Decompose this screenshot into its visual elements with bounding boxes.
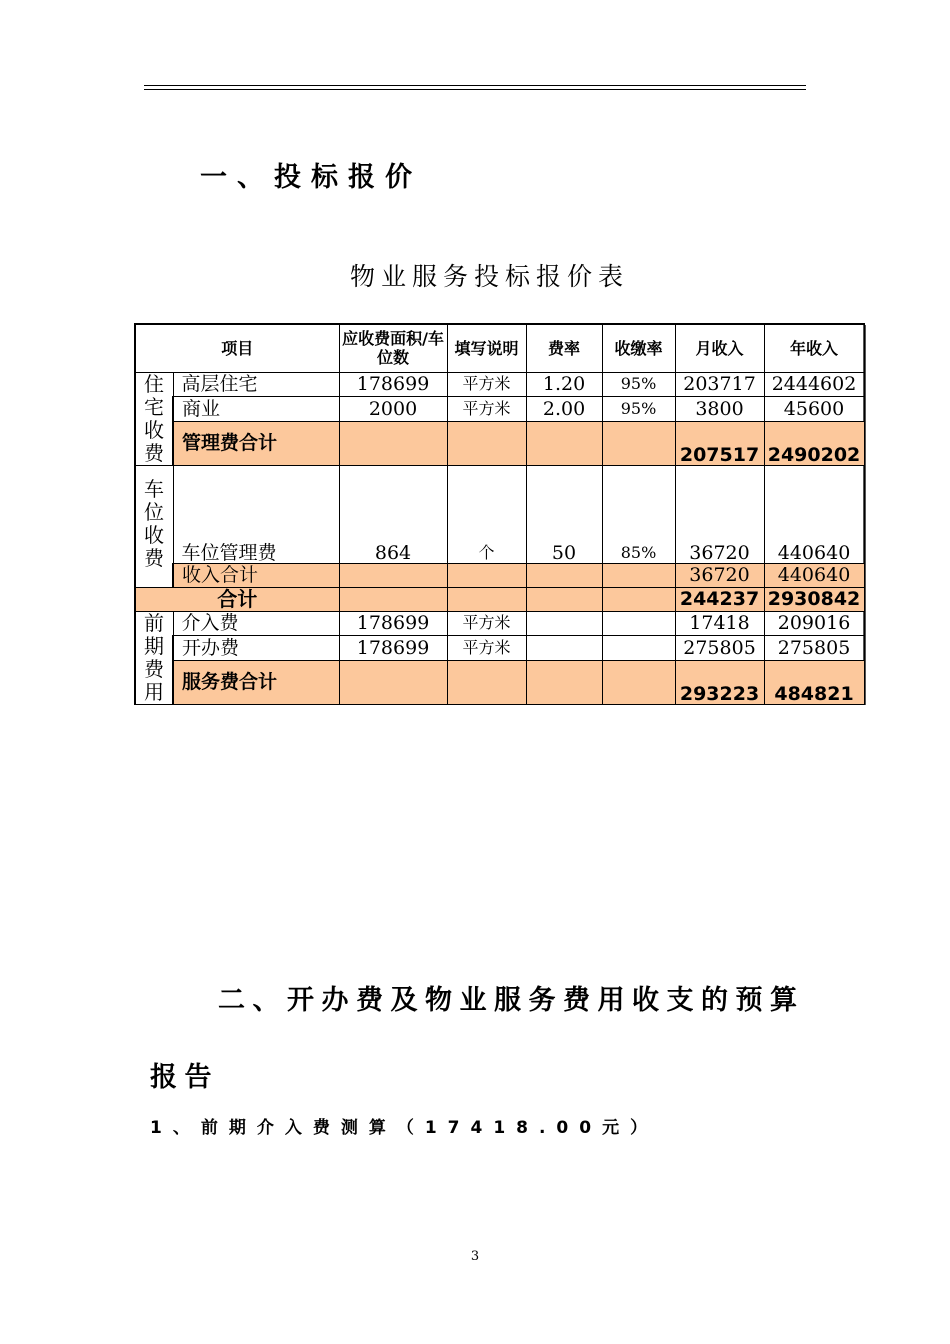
- cell-yearly: 440640: [764, 465, 864, 563]
- cell-empty: [339, 660, 447, 704]
- table-row-grand-total: [135, 587, 864, 611]
- cell-area: 178699: [339, 611, 447, 636]
- header-monthly: 月收入: [675, 324, 764, 372]
- cell-note: 平方米: [447, 636, 526, 661]
- table-row-subtotal: [135, 421, 864, 465]
- cell-monthly: 207517: [675, 421, 764, 465]
- cell-collection: 85%: [602, 465, 675, 563]
- table-row: [135, 465, 864, 563]
- cell-monthly: 17418: [675, 611, 764, 636]
- cell-yearly: 2444602: [764, 372, 864, 397]
- row-name: 车位管理费: [173, 465, 339, 563]
- cell-empty: [602, 563, 675, 587]
- cell-note: 平方米: [447, 397, 526, 422]
- cell-monthly: 244237: [675, 587, 764, 611]
- cell-monthly: 275805: [675, 636, 764, 661]
- quote-table: [134, 323, 865, 705]
- cell-monthly: 293223: [675, 660, 764, 704]
- subsection-heading: 1、前期介入费测算（17418.00元）: [150, 1118, 659, 1138]
- cell-empty: [602, 660, 675, 704]
- table-row-subtotal: [135, 563, 864, 587]
- section1-heading: 一、投标报价: [200, 162, 422, 193]
- cell-yearly: 45600: [764, 397, 864, 422]
- row-name: 商业: [173, 397, 339, 422]
- cell-monthly: 3800: [675, 397, 764, 422]
- table-row: [135, 397, 864, 422]
- section2-heading: 二、开办费及物业服务费用收支的预算: [218, 985, 805, 1016]
- row-name: 服务费合计: [173, 660, 339, 704]
- cell-collection: 95%: [602, 397, 675, 422]
- cell-monthly: 36720: [675, 465, 764, 563]
- cell-empty: [447, 587, 526, 611]
- cell-area: 178699: [339, 636, 447, 661]
- header-rule-bottom: [144, 89, 806, 90]
- cell-empty: [602, 421, 675, 465]
- cell-yearly: 440640: [764, 563, 864, 587]
- table-row: [135, 611, 864, 636]
- table-title: 物业服务投标报价表: [350, 262, 630, 291]
- cell-empty: [526, 587, 602, 611]
- cell-empty: [339, 421, 447, 465]
- cell-empty: [339, 563, 447, 587]
- header-rule-top: [144, 85, 806, 86]
- cell-note: 平方米: [447, 372, 526, 397]
- cell-empty: [526, 660, 602, 704]
- cell-empty: [447, 563, 526, 587]
- header-area: 应收费面积/车位数: [339, 324, 447, 372]
- cell-empty: [526, 611, 602, 636]
- section2-heading-continued: 报告: [150, 1062, 219, 1093]
- cell-collection: 95%: [602, 372, 675, 397]
- table-row: [135, 372, 864, 397]
- cell-monthly: 203717: [675, 372, 764, 397]
- group-parking: 车位收费: [135, 465, 173, 587]
- header-item: 项目: [135, 324, 339, 372]
- table-row: [135, 636, 864, 661]
- cell-yearly: 2490202: [764, 421, 864, 465]
- row-name: 合计: [135, 587, 339, 611]
- cell-empty: [526, 563, 602, 587]
- table-row-subtotal: [135, 660, 864, 704]
- cell-area: 864: [339, 465, 447, 563]
- row-name: 开办费: [173, 636, 339, 661]
- cell-empty: [526, 421, 602, 465]
- cell-empty: [447, 660, 526, 704]
- cell-empty: [602, 636, 675, 661]
- cell-yearly: 484821: [764, 660, 864, 704]
- quote-table-container: [134, 323, 865, 705]
- row-name: 介入费: [173, 611, 339, 636]
- row-name: 收入合计: [173, 563, 339, 587]
- header-note: 填写说明: [447, 324, 526, 372]
- cell-note: 平方米: [447, 611, 526, 636]
- cell-monthly: 36720: [675, 563, 764, 587]
- row-name: 高层住宅: [173, 372, 339, 397]
- cell-yearly: 209016: [764, 611, 864, 636]
- page-number: 3: [470, 1249, 480, 1264]
- cell-rate: 1.20: [526, 372, 602, 397]
- cell-empty: [602, 611, 675, 636]
- group-residential: 住宅收费: [135, 372, 173, 465]
- cell-yearly: 2930842: [764, 587, 864, 611]
- cell-empty: [602, 587, 675, 611]
- cell-empty: [447, 421, 526, 465]
- row-name: 管理费合计: [173, 421, 339, 465]
- cell-rate: 50: [526, 465, 602, 563]
- table-header-row: [135, 324, 864, 372]
- cell-area: 178699: [339, 372, 447, 397]
- group-preliminary: 前期费用: [135, 611, 173, 704]
- cell-yearly: 275805: [764, 636, 864, 661]
- cell-empty: [526, 636, 602, 661]
- header-collection: 收缴率: [602, 324, 675, 372]
- cell-area: 2000: [339, 397, 447, 422]
- cell-rate: 2.00: [526, 397, 602, 422]
- cell-empty: [339, 587, 447, 611]
- cell-note: 个: [447, 465, 526, 563]
- header-rate: 费率: [526, 324, 602, 372]
- header-yearly: 年收入: [764, 324, 864, 372]
